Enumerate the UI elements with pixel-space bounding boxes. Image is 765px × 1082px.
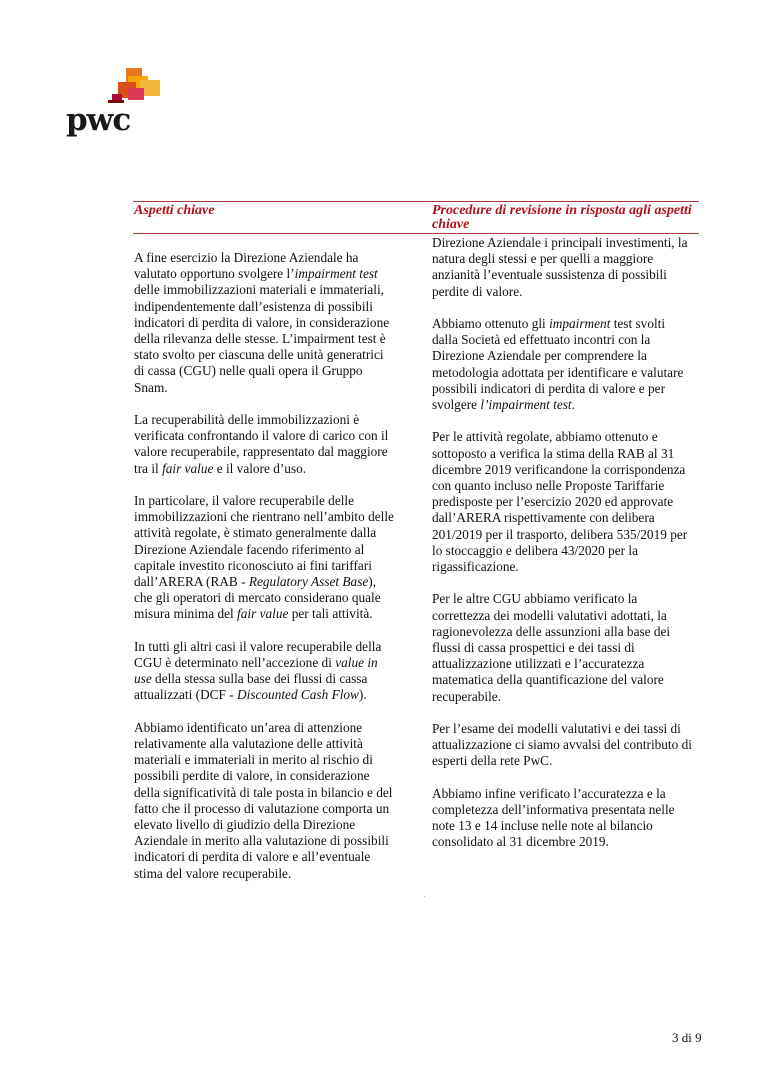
paragraph — [432, 786, 694, 851]
text-run: per tali attività. — [288, 606, 373, 622]
italic-term: impairment — [549, 316, 611, 331]
paragraph — [432, 591, 694, 704]
text-run: In tutti gli altri casi il valore recuperabile della CGU è determinato nell’accezione di — [134, 638, 382, 671]
text-run: ). — [358, 687, 367, 703]
text-run: Per le altre CGU abbiamo verificato la correttezza dei modelli valutativi adottati, la ragionevolezza delle assunzioni alla base dei flussi di cassa prospettici e dei tassi di attualizzazione utilizzati e l’accuratezza matematica della quantificazione del valore recuperabile. — [432, 591, 671, 704]
italic-term: fair value — [162, 460, 214, 476]
paragraph — [432, 429, 694, 575]
text-run: Per l’esame dei modelli valutativi e dei tassi di attualizzazione ci siamo avvalsi del contributo di esperti della rete PwC. — [432, 721, 692, 769]
right-column-heading: Procedure di revisione in risposta agli aspetti chiave — [432, 203, 692, 232]
italic-term: l’impairment test — [480, 397, 572, 413]
paragraph — [134, 493, 396, 623]
text-run: Abbiamo ottenuto gli — [432, 316, 550, 331]
logo-block — [128, 88, 144, 100]
paragraph — [432, 316, 694, 413]
text-run: ), che gli operatori di mercato considerano quale misura minima del — [134, 574, 381, 622]
text-run: test svolti dalla Società ed effettuato incontri con la Direzione Aziendale per comprendere la metodologia adottata per identificare e valutare possibili indicatori di perdita di valore e per svolgere — [432, 316, 684, 413]
text-run: In particolare, il valore recuperabile delle immobilizzazioni che rientrano nell’ambito delle attività regolate, è stimato generalmente dalla Direzione Aziendale facendo riferimento al capitale investito riconosciuto ai fini tariffari dall’ARERA (RAB - — [134, 493, 394, 590]
text-run: La recuperabilità delle immobilizzazioni è verificata confrontando il valore di carico con il valore recuperabile, rappresentato dal maggiore tra il — [134, 412, 389, 476]
paragraph — [432, 721, 694, 770]
page-number: 3 di 9 — [672, 1030, 702, 1045]
table-top-rule — [133, 201, 699, 202]
text-run: Direzione Aziendale i principali investimenti, la natura degli stessi e per quelli a maggiore anzianità l’eventuale sussistenza di possibili perdite di valore. — [432, 235, 688, 299]
left-column — [134, 250, 396, 882]
paragraph — [134, 250, 396, 396]
text-run: A fine esercizio la Direzione Aziendale ha valutato opportuno svolgere l’ — [134, 250, 359, 282]
paragraph — [134, 639, 396, 704]
text-run: e il valore d’uso. — [213, 460, 307, 476]
paragraph — [134, 720, 396, 882]
table-heading-rule — [133, 233, 699, 234]
text-run: della stessa sulla base dei flussi di cassa attualizzati (DCF - — [134, 671, 368, 703]
logo-wordmark: pwc — [66, 102, 131, 138]
text-run: delle immobilizzazioni materiali e immateriali, indipendentemente dall’esistenza di possibili indicatori di perdita di valore, in considerazione della rilevanza delle stesse. L’impairment test è stato svolto per ciascuna delle unità generatrici di cassa (CGU) nelle quali opera il Gruppo Snam. — [134, 282, 390, 395]
text-run: Per le attività regolate, abbiamo ottenuto e sottoposto a verifica la stima della RAB al 31 dicembre 2019 verificandone la corrispondenza con quanto incluso nelle Proposte Tariffarie predisposte per l’esercizio 2020 ed approvate dall’ARERA rispettivamente con delibera 201/2019 per il trasporto, delibera 535/2019 per lo stoccaggio e delibera 43/2020 per la rigassificazione. — [432, 429, 688, 575]
italic-term: Regulatory Asset Base — [248, 574, 369, 590]
text-run: . — [571, 397, 575, 413]
italic-term: impairment test — [294, 266, 378, 282]
italic-term: Discounted Cash Flow — [237, 687, 359, 703]
pwc-logo — [66, 68, 166, 148]
paragraph — [134, 412, 396, 477]
paragraph — [432, 235, 694, 300]
left-column-heading: Aspetti chiave — [134, 203, 215, 218]
text-run: Abbiamo identificato un’area di attenzione relativamente alla valutazione delle attività materiali e immateriali in merito al rischio di possibili perdite di valore, in considerazione della significatività di tale posta in bilancio e del fatto che il processo di valutazione comporta un elevato livello di giudizio della Direzione Aziendale in merito alla valutazione di possibili indicatori di perdita di valore e all’eventuale stima del valore recuperabile. — [134, 719, 393, 881]
scan-speck — [424, 896, 425, 897]
right-column — [432, 235, 694, 851]
text-run: Abbiamo infine verificato l’accuratezza e la completezza dell’informativa presentata nelle note 13 e 14 incluse nelle note al bilancio consolidato al 31 dicembre 2019. — [432, 785, 675, 850]
italic-term: value in use — [134, 655, 378, 687]
italic-term: fair value — [237, 606, 289, 622]
